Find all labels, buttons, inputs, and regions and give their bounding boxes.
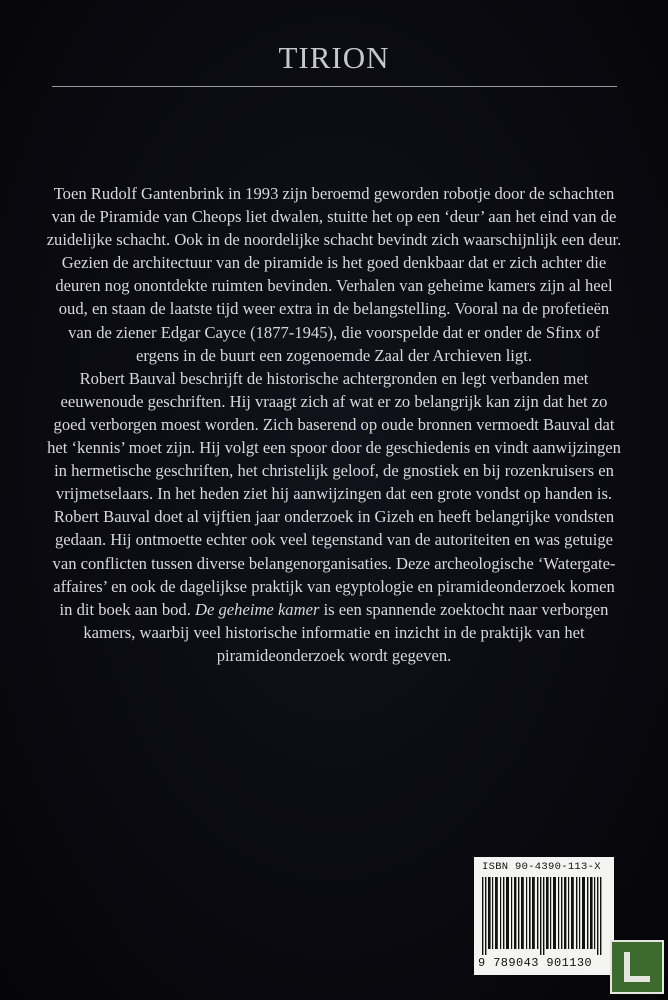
blurb-paragraph-1: Toen Rudolf Gantenbrink in 1993 zijn beroemd geworden robotje door de schachten van de Piramide van Cheops liet dwalen, stuitte het op een ‘deur’ aan het eind van de zuidelijke schacht. Ook in de noordelijke schacht bevindt zich waarschijnlijk een deur. Gezien de architectuur van de piramide is het goed denkbaar dat er zich achter die deuren nog onontdekte ruimten bevinden. Verhalen van geheime kamers zijn al heel oud, en staan de laatste tijd weer extra in de belangstelling. Vooral na de profetieën van de ziener Edgar Cayce (1877-1945), die voorspelde dat er onder de Sfinx of ergens in de buurt een zogenoemde Zaal der Archieven ligt. bbox=[46, 184, 622, 365]
ean-number: 9 789043 901130 bbox=[478, 956, 593, 970]
barcode-icon bbox=[480, 877, 606, 955]
book-title-italic: De geheime kamer bbox=[195, 599, 320, 619]
library-tag-icon bbox=[610, 940, 664, 994]
publisher-name: TIRION bbox=[278, 40, 390, 75]
barcode-label bbox=[474, 857, 614, 975]
isbn-number: ISBN 90-4390-113-X bbox=[482, 861, 601, 873]
blurb-text bbox=[46, 182, 622, 667]
blurb-p3-start: Robert Bauval doet al vijftien jaar onderzoek in Gizeh en heeft belangrijke vondsten gedaan. Hij ontmoette echter ook veel tegenstand van de autoriteiten en was getuige van conflicten tussen diverse belangenorganisaties. Deze archeologische ‘Watergate-affaires’ en ook de dagelijkse praktijk van egyptologie en piramideonderzoek komen in dit boek aan bod. bbox=[52, 507, 616, 619]
divider-rule bbox=[52, 86, 617, 87]
blurb-paragraph-3 bbox=[46, 505, 622, 667]
blurb-paragraph-2: Robert Bauval beschrijft de historische achtergronden en legt verbanden met eeuwenoude geschriften. Hij vraagt zich af wat er zo belangrijk kan zijn dat het zo goed verborgen moest worden. Zich baserend op oude bronnen vermoedt Bauval dat het ‘kennis’ moet zijn. Hij volgt een spoor door de geschiedenis en vindt aanwijzingen in hermetische geschriften, het christelijk geloof, de gnostiek en bij rozenkruisers en vrijmetselaars. In het heden ziet hij aanwijzingen dat een grote vondst op handen is. bbox=[47, 368, 621, 504]
tag-mark bbox=[624, 952, 650, 982]
blurb-p3-end: is een spannende zoektocht naar verborgen kamers, waarbij veel historische informatie en inzicht in de praktijk van het piramideonderzoek wordt gegeven. bbox=[83, 599, 609, 665]
